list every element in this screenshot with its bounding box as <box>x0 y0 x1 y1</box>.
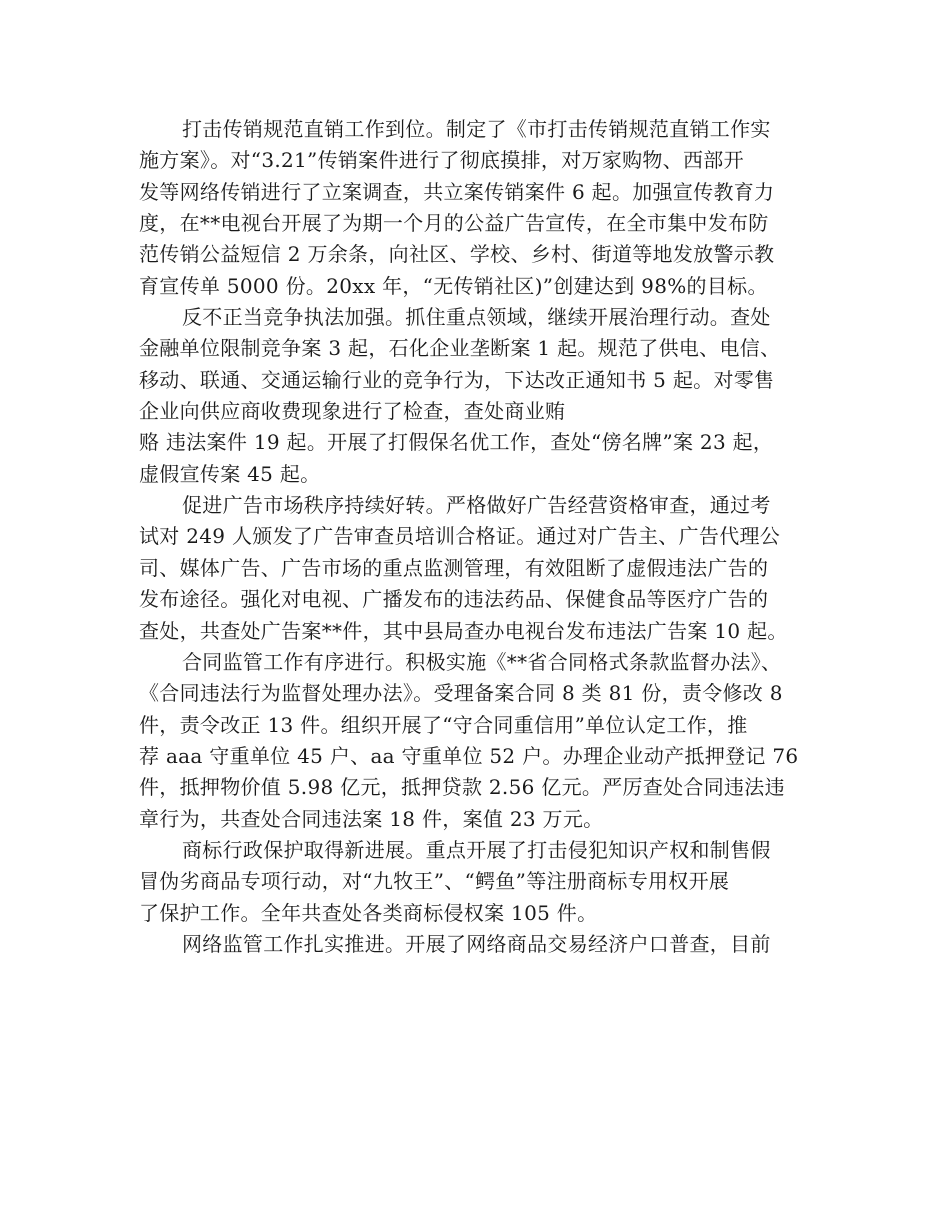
text-line: 发等网络传销进行了立案调查，共立案传销案件 6 起。加强宣传教育力 <box>139 179 775 204</box>
text-line: 试对 249 人颁发了广告审查员培训合格证。通过对广告主、广告代理公 <box>139 524 781 549</box>
paragraph-first-line: 打击传销规范直销工作到位。制定了《市打击传销规范直销工作实 <box>182 117 771 141</box>
text-line: 件，抵押物价值 5.98 亿元，抵押贷款 2.56 亿元。严厉查处合同违法违 <box>139 775 785 800</box>
text-line: 育宣传单 5000 份。20xx 年，“无传销社区)”创建达到 98%的目标。 <box>139 273 768 298</box>
text-line: 冒伪劣商品专项行动，对“九牧王”、“鳄鱼”等注册商标专用权开展 <box>139 869 730 894</box>
text-line: 发布途径。强化对电视、广播发布的违法药品、保健食品等医疗广告的 <box>139 587 769 612</box>
text-line: 查处，共查处广告案**件，其中县局查办电视台发布违法广告案 10 起。 <box>139 618 788 643</box>
text-line: 章行为，共查处合同违法案 18 件，案值 23 万元。 <box>139 806 604 831</box>
text-line: 范传销公益短信 2 万余条，向社区、学校、乡村、街道等地发放警示教 <box>139 242 775 267</box>
text-line: 移动、联通、交通运输行业的竞争行为，下达改正通知书 5 起。对零售 <box>139 367 775 392</box>
text-line: 《合同违法行为监督处理办法》。受理备案合同 8 类 81 份，责令修改 8 <box>139 681 783 706</box>
text-line: 赂 违法案件 19 起。开展了打假保名优工作，查处“傍名牌”案 23 起， <box>139 430 774 455</box>
text-line: 了保护工作。全年共查处各类商标侵权案 105 件。 <box>139 900 598 925</box>
paragraph-first-line: 合同监管工作有序进行。积极实施《**省合同格式条款监督办法》、 <box>182 649 782 674</box>
paragraph-first-line: 反不正当竞争执法加强。抓住重点领域，继续开展治理行动。查处 <box>182 305 771 330</box>
text-line: 司、媒体广告、广告市场的重点监测管理，有效阻断了虚假违法广告的 <box>139 555 769 580</box>
paragraph-first-line: 促进广告市场秩序持续好转。严格做好广告经营资格审查，通过考 <box>182 493 771 518</box>
paragraph-first-line: 网络监管工作扎实推进。开展了网络商品交易经济户口普查，目前 <box>182 931 771 956</box>
text-line: 金融单位限制竞争案 3 起，石化企业垄断案 1 起。规范了供电、电信、 <box>139 336 781 361</box>
text-line: 企业向供应商收费现象进行了检查，查处商业贿 <box>139 399 566 424</box>
paragraph-first-line: 商标行政保护取得新进展。重点开展了打击侵犯知识产权和制售假 <box>182 837 771 862</box>
document-body <box>139 114 819 960</box>
text-line: 虚假宣传案 45 起。 <box>139 461 321 486</box>
text-line: 件，责令改正 13 件。组织开展了“守合同重信用”单位认定工作，推 <box>139 712 748 737</box>
text-line: 度，在**电视台开展了为期一个月的公益广告宣传，在全市集中发布防 <box>139 211 769 236</box>
text-line: 荐 aaa 守重单位 45 户、aa 守重单位 52 户。办理企业动产抵押登记 76 <box>139 743 799 768</box>
text-line: 施方案》。对“3.21”传销案件进行了彻底摸排，对万家购物、西部开 <box>139 148 744 173</box>
